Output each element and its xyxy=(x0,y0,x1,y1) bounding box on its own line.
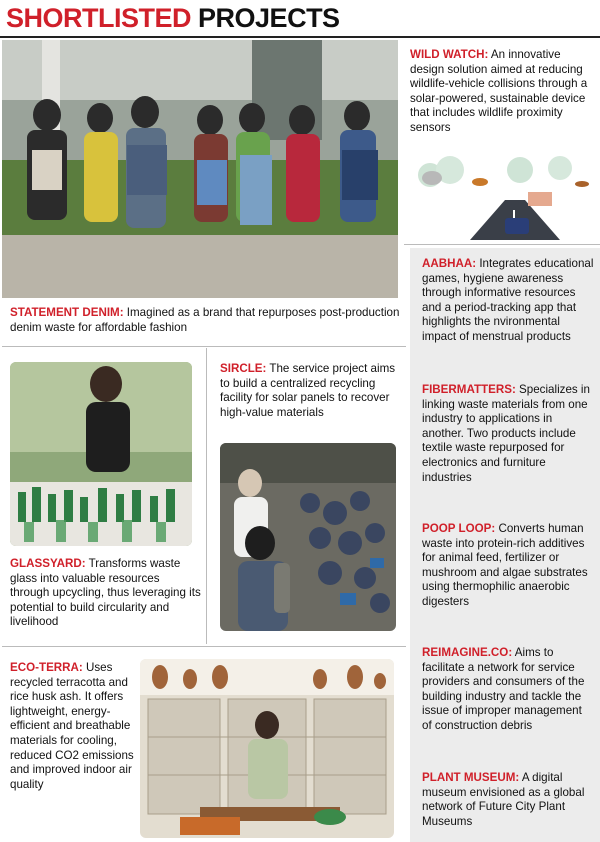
reimagine-text xyxy=(422,646,594,734)
reimagine-body: Aims to facilitate a network for service providers and consumers of the building industry and tackle the issue of improper management of construction debris xyxy=(422,646,585,732)
wild-watch-illustration xyxy=(410,140,600,240)
aabhaa-text xyxy=(422,257,594,345)
wild-watch-heading: WILD WATCH: xyxy=(410,48,489,61)
reimagine-heading: REIMAGINE.CO: xyxy=(422,646,513,659)
plant-museum-text xyxy=(422,771,594,829)
fibermatters-body: Specializes in linking waste materials from one industry to applications in another. Two products include textile waste repurposed for electronics and furniture industries xyxy=(422,383,590,484)
poop-loop-text xyxy=(422,522,594,610)
team-photo xyxy=(2,40,398,298)
sircle-heading: SIRCLE: xyxy=(220,362,267,375)
statement-denim-heading: STATEMENT DENIM: xyxy=(10,306,124,319)
page-title xyxy=(6,3,340,34)
glassyard-photo xyxy=(10,362,192,546)
sircle-text xyxy=(220,362,396,420)
glassyard-text xyxy=(10,557,202,630)
plant-museum-body: A digital museum envisioned as a global network of Future City Plant Museums xyxy=(422,771,585,828)
eco-terra-heading: ECO-TERRA: xyxy=(10,661,83,674)
sircle-photo xyxy=(220,443,396,631)
fibermatters-heading: FIBERMATTERS: xyxy=(422,383,516,396)
sircle-body: The service project aims to build a centralized recycling facility for solar panels to recover high-value materials xyxy=(220,362,396,419)
eco-terra-text xyxy=(10,661,148,792)
divider xyxy=(2,346,406,347)
poop-loop-body: Converts human waste into protein-rich additives for animal feed, fertilizer or mushroom and algae substrates using thermophilic anaerobic digesters xyxy=(422,522,588,608)
wild-watch-text xyxy=(410,48,596,136)
title-rule xyxy=(0,36,600,38)
title-black: PROJECTS xyxy=(198,3,340,33)
eco-terra-photo xyxy=(140,659,394,838)
poop-loop-heading: POOP LOOP: xyxy=(422,522,496,535)
plant-museum-heading: PLANT MUSEUM: xyxy=(422,771,520,784)
eco-terra-body: Uses recycled terracotta and rice husk ash. It offers lightweight, energy-efficient and breathable materials for cooling, reduced CO2 emissions and improved indoor air quality xyxy=(10,661,134,791)
statement-denim-body: Imagined as a brand that repurposes post-production denim waste for affordable fashion xyxy=(10,306,400,334)
divider xyxy=(2,646,406,647)
glassyard-body: Transforms waste glass into valuable resources through upcycling, thus leveraging its potential to build circularity and livelihood xyxy=(10,557,201,629)
fibermatters-text xyxy=(422,383,594,485)
wild-watch-body: An innovative design solution aimed at reducing wildlife-vehicle collisions through a solar-powered, sustainable device that includes wildlife proximity sensors xyxy=(410,48,588,134)
divider xyxy=(206,348,207,644)
aabhaa-heading: AABHAA: xyxy=(422,257,477,270)
glassyard-heading: GLASSYARD: xyxy=(10,557,86,570)
aabhaa-body: Integrates educational games, hygiene awareness through informative resources and a period-tracking app that highlights the nvironmental impact of menstrual products xyxy=(422,257,594,343)
divider xyxy=(404,244,600,245)
title-red: SHORTLISTED xyxy=(6,3,192,33)
statement-denim-text xyxy=(10,306,402,335)
